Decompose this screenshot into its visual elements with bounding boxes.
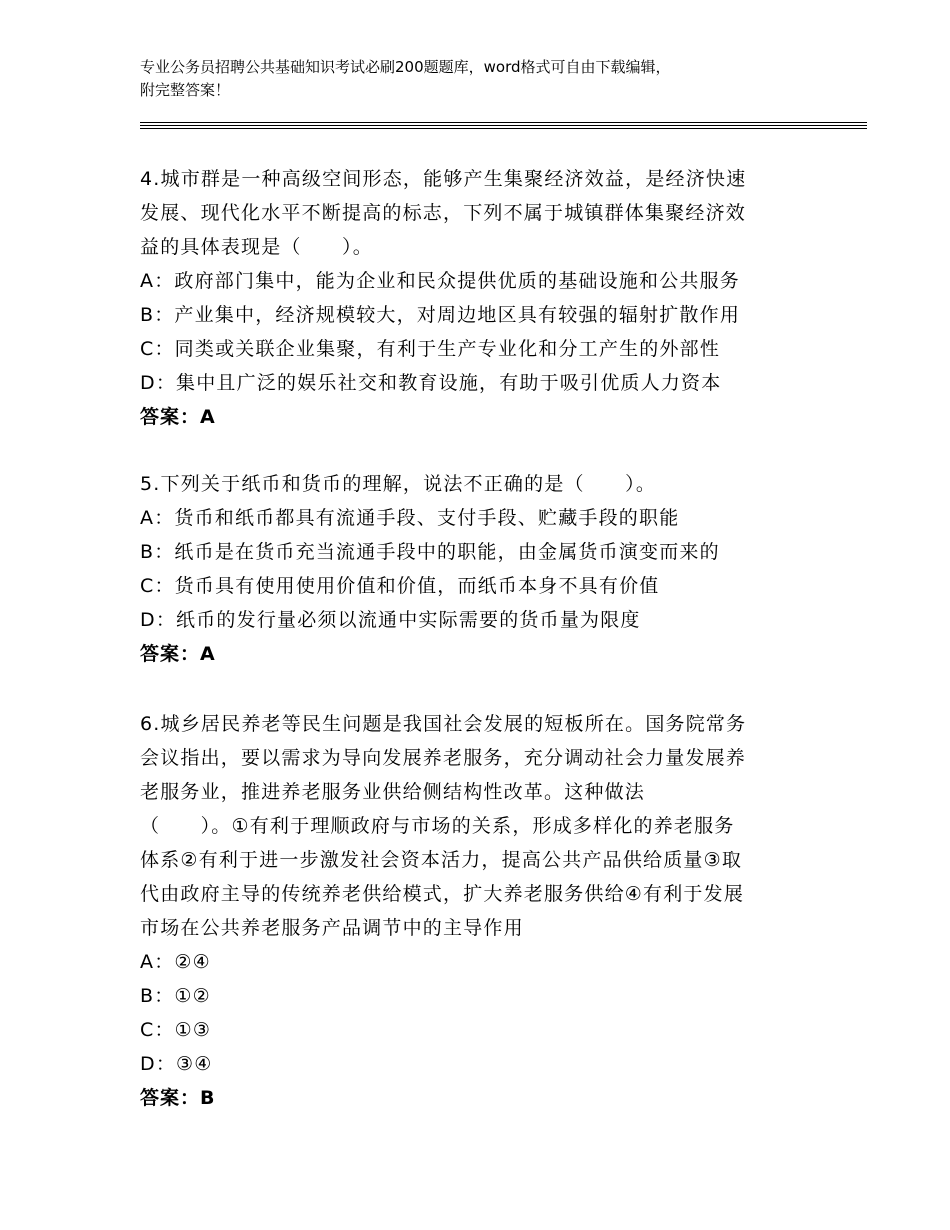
option-b: B：①②	[140, 985, 211, 1007]
question-stem-line: 代由政府主导的传统养老供给模式，扩大养老服务供给④有利于发展	[140, 883, 745, 905]
question-6	[140, 707, 805, 1115]
option-b: B：产业集中，经济规模较大，对周边地区具有较强的辐射扩散作用	[140, 304, 741, 326]
option-d: D：集中且广泛的娱乐社交和教育设施，有助于吸引优质人力资本	[140, 372, 722, 394]
option-a: A：货币和纸币都具有流通手段、支付手段、贮藏手段的职能	[140, 507, 680, 529]
option-c: C：货币具有使用使用价值和价值，而纸币本身不具有价值	[140, 575, 660, 597]
answer: 答案：A	[140, 406, 216, 428]
option-d: D：纸币的发行量必须以流通中实际需要的货币量为限度	[140, 609, 641, 631]
answer: 答案：A	[140, 643, 216, 665]
header-line-1: 专业公务员招聘公共基础知识考试必刷200题题库，word格式可自由下载编辑，	[140, 58, 671, 76]
option-c: C：①③	[140, 1019, 212, 1041]
question-stem-line: 市场在公共养老服务产品调节中的主导作用	[140, 917, 524, 939]
answer: 答案：B	[140, 1087, 216, 1109]
question-stem-line: 会议指出，要以需求为导向发展养老服务，充分调动社会力量发展养	[140, 747, 747, 769]
question-stem-line: 6.城乡居民养老等民生问题是我国社会发展的短板所在。国务院常务	[140, 713, 747, 735]
option-c: C：同类或关联企业集聚，有利于生产专业化和分工产生的外部性	[140, 338, 721, 360]
question-5	[140, 467, 805, 671]
option-b: B：纸币是在货币充当流通手段中的职能，由金属货币演变而来的	[140, 541, 720, 563]
question-stem-line: （ ）。①有利于理顺政府与市场的关系，形成多样化的养老服务	[140, 815, 735, 837]
question-stem-line: 益的具体表现是（ ）。	[140, 236, 373, 258]
header-line-2: 附完整答案！	[140, 81, 231, 99]
question-stem-line: 发展、现代化水平不断提高的标志，下列不属于城镇群体集聚经济效	[140, 202, 747, 224]
question-stem-line: 5.下列关于纸币和货币的理解，说法不正确的是（ ）。	[140, 473, 657, 495]
question-4	[140, 162, 805, 434]
header-divider-top	[140, 122, 867, 123]
question-stem-line: 4.城市群是一种高级空间形态，能够产生集聚经济效益，是经济快速	[140, 168, 747, 190]
option-d: D：③④	[140, 1053, 213, 1075]
option-a: A：②④	[140, 951, 211, 973]
option-a: A：政府部门集中，能为企业和民众提供优质的基础设施和公共服务	[140, 270, 740, 292]
question-stem-line: 体系②有利于进一步激发社会资本活力，提高公共产品供给质量③取	[140, 849, 743, 871]
header-divider-middle	[140, 125, 867, 126]
header-divider-bottom	[140, 128, 867, 129]
document-header	[140, 56, 800, 102]
question-stem-line: 老服务业，推进养老服务业供给侧结构性改革。这种做法	[140, 781, 646, 803]
